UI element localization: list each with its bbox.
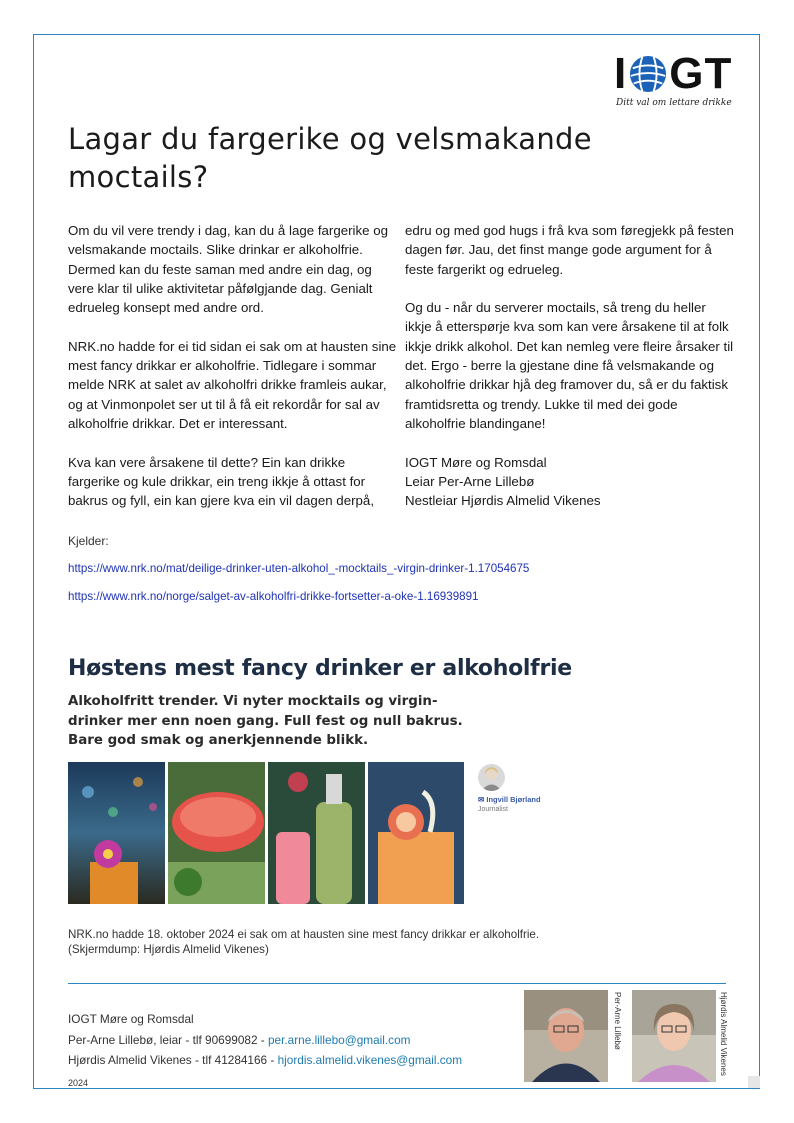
caption-line-2: (Skjermdump: Hjørdis Almelid Vikenes): [68, 942, 269, 956]
signature-leader: Leiar Per-Arne Lillebø: [405, 473, 535, 489]
contact-person-2: Hjørdis Almelid Vikenes - tlf 41284166 -: [68, 1053, 278, 1067]
cocktail-photo-1: [68, 762, 165, 904]
nrk-lead: Alkoholfritt trender. Vi nyter mocktails og virgin-drinker mer enn noen gang. Full fest og null bakrus. Bare god smak og anerkjennende blikk.: [68, 694, 463, 748]
signature-deputy: Nestleiar Hjørdis Almelid Vikenes: [405, 493, 601, 509]
article-column-right: [405, 221, 735, 510]
nrk-author: [478, 764, 568, 813]
paragraph: NRK.no hadde for ei tid sidan ei sak om at hausten sine mest fancy drikkar er alkoholfrie. Tidlegare i sommar melde NRK at salet av alkoholfri drikke framleis aukar, og at Vinmonpolet ser ut til å få eit rekordår for sal av alkoholfrie drikkar. Det er interessant.: [68, 338, 397, 431]
author-role: Journalist: [478, 806, 508, 813]
article-column-left: [68, 221, 398, 530]
portrait-label-1: Per-Arne Lillebø: [613, 992, 622, 1050]
author-avatar: [478, 764, 505, 791]
sources-label: Kjelder:: [68, 534, 109, 548]
caption-line-1: NRK.no hadde 18. oktober 2024 ei sak om at hausten sine mest fancy drikkar er alkoholfrie.: [68, 928, 540, 941]
email-link-2[interactable]: hjordis.almelid.vikenes@gmail.com: [277, 1053, 463, 1067]
contact-org: IOGT Møre og Romsdal: [68, 1012, 194, 1026]
portrait-label-2: Hjørdis Almelid Vikenes: [719, 992, 728, 1076]
logo-letters-gt: GT: [669, 49, 733, 98]
contact-row-2: [68, 1050, 462, 1071]
logo-tagline: Ditt val om lettare drikke: [616, 98, 732, 108]
iogt-logo: [614, 49, 744, 112]
year: 2024: [68, 1077, 89, 1088]
author-name: Ingvill Bjørland: [486, 795, 541, 804]
envelope-icon: ✉: [478, 795, 485, 804]
signature-org: IOGT Møre og Romsdal: [405, 454, 547, 470]
cocktail-photo-4: [368, 762, 464, 904]
portrait-per-arne: [524, 990, 608, 1082]
paragraph: edru og med god hugs i frå kva som føregjekk på festen dagen før. Jau, det finst mange gode argument for å feste fargerikt og edrueleg.: [405, 223, 734, 277]
paragraph: Kva kan vere årsakene til dette? Ein kan drikke fargerike og kule drikkar, ein treng ikkje å ottast for bakrus og fyll, ein kan gjere kva ein vil dagen derpå,: [68, 454, 375, 509]
article-title: Lagar du fargerike og velsmakande moctails?: [68, 122, 592, 194]
signature-block: [405, 453, 735, 511]
source-link-2[interactable]: https://www.nrk.no/norge/salget-av-alkoholfri-drikke-fortsetter-a-oke-1.16939891: [68, 590, 479, 603]
sources-section: [68, 534, 529, 618]
cocktail-photo-3: [268, 762, 365, 904]
contact-block: [68, 1009, 462, 1093]
email-link-1[interactable]: per.arne.lillebo@gmail.com: [268, 1032, 411, 1047]
paragraph: Og du - når du serverer moctails, så treng du heller ikkje å etterspørje kva som kan vere årsakene til at folk ikkje drikk alkohol. Det kan nemleg vere fleire årsaker til det. Ergo - berre la gjestane dine få velsmakande og alkoholfrie drikkar hjå deg framover du, så er du faktisk framtidsretta og trendy. Lukke til med dei gode alkoholfrie blandingane!: [405, 300, 734, 431]
paragraph: Om du vil vere trendy i dag, kan du å lage fargerike og velsmakande moctails. Slike drinkar er alkoholfrie. Dermed kan du feste saman med andre ein dag, og vere klar til ulike aktivitetar påfølgjande dag. Genialt edrueleg konsept med andre ord.: [68, 223, 389, 316]
globe-icon: [629, 55, 667, 93]
nrk-headline: Høstens mest fancy drinker er alkoholfrie: [68, 656, 572, 681]
contact-row-1: [68, 1030, 462, 1051]
contact-person-1: Per-Arne Lillebø, leiar - tlf 90699082 -: [68, 1032, 268, 1047]
logo-letter-i: I: [614, 49, 628, 98]
corner-mark: [748, 1076, 760, 1088]
image-caption: [68, 928, 628, 957]
drink-photo-strip: [68, 762, 464, 904]
source-link-1[interactable]: https://www.nrk.no/mat/deilige-drinker-uten-alkohol_-mocktails_-virgin-drinker-1.17054675: [68, 562, 530, 575]
portrait-hjordis: [632, 990, 716, 1082]
cocktail-photo-2: [168, 762, 265, 904]
footer-divider: [68, 983, 726, 984]
